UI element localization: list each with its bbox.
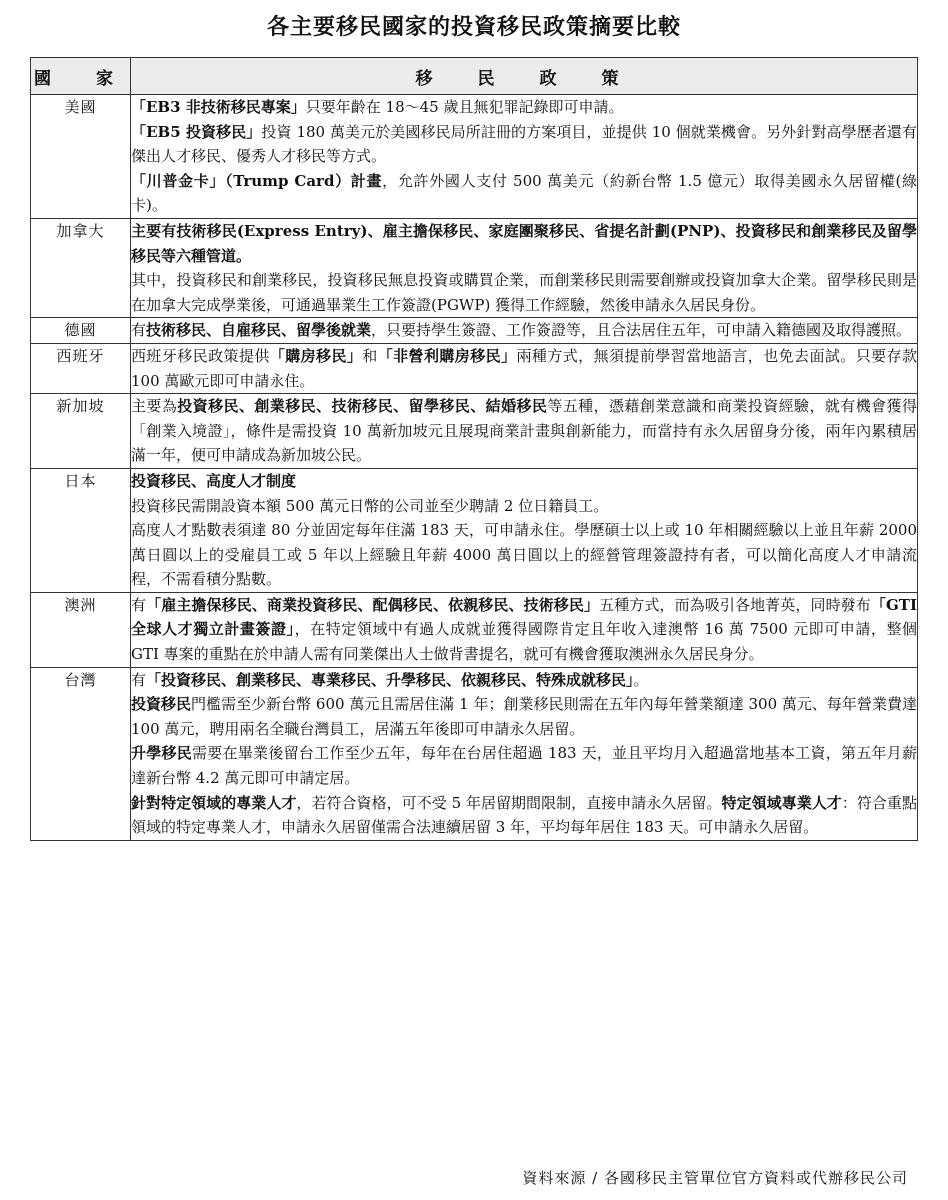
policy-paragraph	[131, 344, 917, 393]
table-row	[31, 95, 918, 219]
country-cell: 西班牙	[31, 343, 131, 393]
policy-text: 其中，投資移民和創業移民，投資移民無息投資或購買企業，而創業移民則需要創辦或投資加拿大企業。留學移民則是在加拿大完成學業後，可通過畢業生工作簽證(PGWP) 獲得工作經驗，然後申請永久居民身份。	[131, 271, 917, 314]
policy-text: ，允許外國人支付 500 萬美元（約新台幣 1.5 億元）取得美國永久居留權(綠卡)。	[131, 171, 917, 215]
policy-paragraph	[131, 394, 917, 468]
table-row	[31, 468, 918, 592]
policy-comparison-table	[30, 57, 918, 841]
policy-text-bold: 「GTI 全球人才獨立計畫簽證」	[131, 595, 917, 639]
policy-text: ，若符合資格，可不受 5 年居留期間限制，直接申請永久居留。	[296, 793, 722, 812]
policy-text: 主要為	[131, 397, 178, 416]
policy-text-bold: 投資移民、高度人才制度	[131, 471, 297, 490]
country-cell: 日本	[31, 468, 131, 592]
policy-cell	[131, 468, 918, 592]
table-header-row	[31, 58, 918, 95]
policy-text: ，只要持學生簽證、工作簽證等，且合法居住五年，可申請入籍德國及取得護照。	[371, 321, 912, 340]
policy-cell	[131, 394, 918, 469]
country-cell: 新加坡	[31, 394, 131, 469]
header-country: 國 家	[31, 58, 131, 95]
policy-text: 和	[362, 346, 378, 365]
policy-paragraph	[131, 668, 917, 693]
policy-text-bold: 「雇主擔保移民、商業投資移民、配偶移民、依親移民、技術移民」	[146, 595, 600, 614]
policy-text: 五種方式，而為吸引各地菁英，同時發布	[599, 595, 871, 614]
policy-paragraph	[131, 518, 917, 592]
policy-cell	[131, 343, 918, 393]
policy-text: ：符合重點領域的特定專業人才，申請永久居留僅需合法連續居留 3 年，平均每年居住 183 天。可申請永久居留。	[131, 793, 917, 837]
table-row	[31, 667, 918, 840]
policy-text-bold: 投資移民	[131, 695, 192, 714]
page-title: 各主要移民國家的投資移民政策摘要比較	[266, 15, 681, 40]
policy-text-bold: 「非營利購房移民」	[377, 346, 517, 365]
policy-cell	[131, 667, 918, 840]
policy-text: ，在特定領域中有過人成就並獲得國際肯定且年收入達澳幣 16 萬 7500 元即可申請，整個 GTI 專案的重點在於申請人需有同業傑出人士做背書提名，就可有機會獲取澳洲永久居民身分。	[131, 620, 917, 664]
table-row	[31, 343, 918, 393]
policy-text-bold: 升學移民	[131, 744, 193, 763]
policy-text-bold: 主要有技術移民(Express Entry)、雇主擔保移民、家庭團聚移民、省提名計劃(PNP)、投資移民和創業移民及留學移民等六種管道。	[131, 221, 917, 265]
table-row	[31, 318, 918, 344]
policy-paragraph	[131, 469, 917, 494]
table-row	[31, 394, 918, 469]
header-policy: 移 民 政 策	[131, 58, 918, 95]
policy-text-bold: 針對特定領域的專業人才	[131, 793, 297, 812]
policy-text: 有	[131, 670, 147, 689]
country-cell: 台灣	[31, 667, 131, 840]
policy-cell	[131, 318, 918, 344]
country-cell: 加拿大	[31, 218, 131, 317]
country-cell: 美國	[31, 95, 131, 219]
policy-paragraph	[131, 741, 917, 790]
policy-paragraph	[131, 95, 917, 120]
policy-text: 。	[633, 670, 649, 689]
policy-text: 兩種方式，無須提前學習當地語言，也免去面試。只要存款 100 萬歐元即可申請永住。	[131, 346, 917, 390]
policy-paragraph	[131, 169, 917, 218]
policy-text: 只要年齡在 18～45 歲且無犯罪記錄即可申請。	[305, 98, 624, 116]
country-cell: 德國	[31, 318, 131, 344]
policy-text-bold: 「購房移民」	[269, 346, 363, 365]
policy-text: 西班牙移民政策提供	[131, 346, 270, 365]
policy-paragraph	[131, 120, 917, 169]
policy-cell	[131, 218, 918, 317]
table-row	[31, 592, 918, 667]
policy-cell	[131, 592, 918, 667]
policy-paragraph	[131, 318, 917, 343]
policy-text: 投資移民需開設資本額 500 萬元日幣的公司並至少聘請 2 位日籍員工。	[131, 496, 609, 515]
policy-cell	[131, 95, 918, 219]
policy-text-bold: 特定領域專業人才	[721, 793, 842, 812]
policy-text-bold: 「EB3 非技術移民專案」	[131, 98, 306, 116]
policy-paragraph	[131, 692, 917, 741]
policy-text-bold: 「投資移民、創業移民、專業移民、升學移民、依親移民、特殊成就移民」	[146, 670, 634, 689]
country-cell: 澳洲	[31, 592, 131, 667]
policy-paragraph	[131, 219, 917, 268]
policy-paragraph	[131, 268, 917, 317]
table-row	[31, 218, 918, 317]
policy-text-bold: 「川普金卡」（Trump Card）計畫	[131, 171, 383, 190]
source-note: 資料來源 / 各國移民主管單位官方資料或代辦移民公司	[522, 1169, 908, 1187]
policy-paragraph	[131, 791, 917, 840]
policy-text: 等五種，憑藉創業意識和商業投資經驗，就有機會獲得「創業入境證」，條件是需投資 10 萬新加坡元且展現商業計畫與創新能力，而當持有永久居留身分後，兩年內累積居滿一年，便可申請成為新加坡公民。	[131, 397, 917, 465]
policy-text: 有	[131, 321, 147, 340]
policy-paragraph	[131, 494, 917, 519]
policy-text: 門檻需至少新台幣 600 萬元且需居住滿 1 年；創業移民則需在五年內每年營業額達 300 萬元、每年營業費達 100 萬元，聘用兩名全職台灣員工，居滿五年後即可申請永久居留。	[131, 695, 917, 738]
policy-text: 投資 180 萬美元於美國移民局所註冊的方案項目，並提供 10 個就業機會。另外針對高學歷者還有傑出人才移民、優秀人才移民等方式。	[131, 122, 917, 166]
policy-paragraph	[131, 593, 917, 667]
policy-text-bold: 技術移民、自雇移民、留學後就業	[146, 321, 372, 340]
policy-text: 有	[131, 595, 147, 614]
policy-text: 需要在畢業後留台工作至少五年，每年在台居住超過 183 天，並且平均月入超過當地基本工資，第五年月薪達新台幣 4.2 萬元即可申請定居。	[131, 744, 917, 788]
policy-text-bold: 「EB5 投資移民」	[131, 122, 262, 141]
policy-text-bold: 投資移民、創業移民、技術移民、留學移民、結婚移民	[177, 397, 548, 416]
policy-text: 高度人才點數表須達 80 分並固定每年住滿 183 天，可申請永住。學歷碩士以上或 10 年相關經驗以上並且年薪 2000 萬日圓以上的受雇員工或 5 年以上經驗且年薪 4000 萬日圓以上的經營管理簽證持有者，可以簡化高度人才申請流程，不需看積分點數。	[131, 521, 917, 589]
